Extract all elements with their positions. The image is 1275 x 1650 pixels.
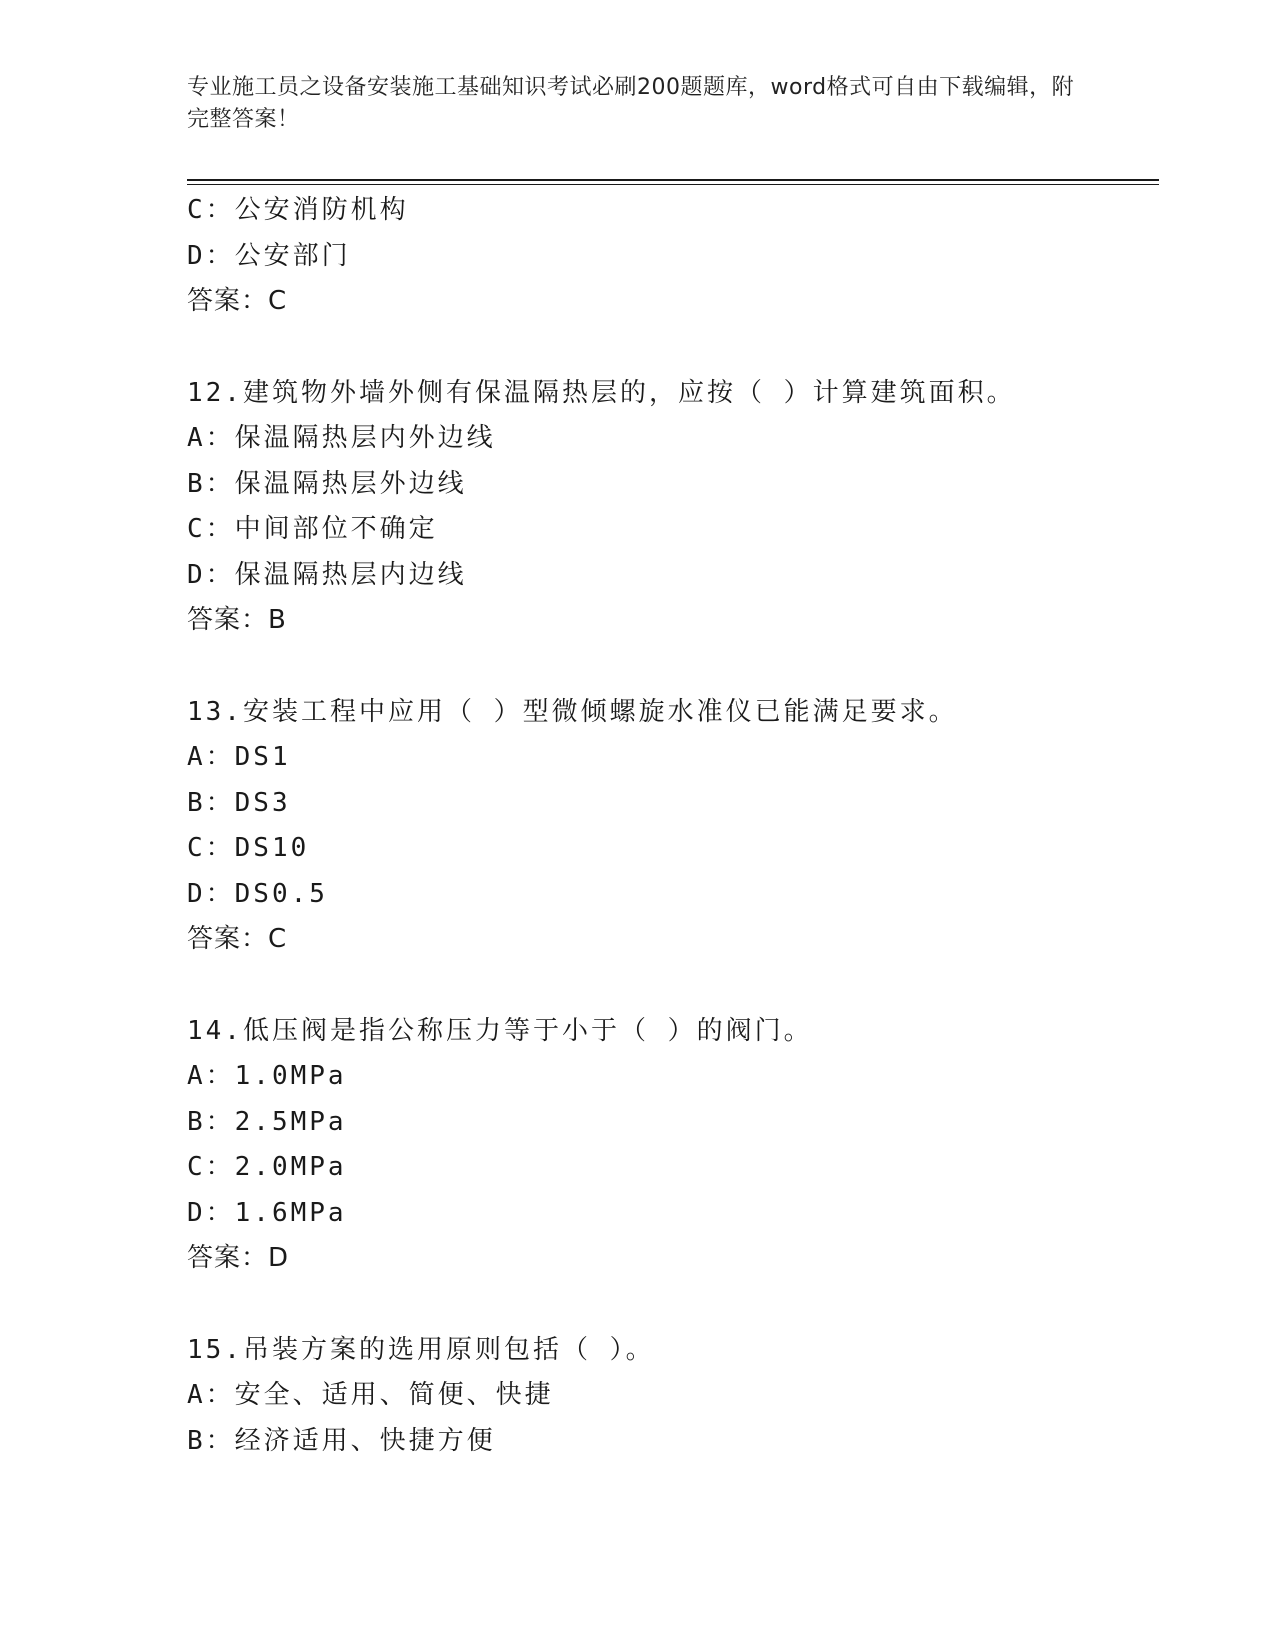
- question-block-14: [187, 1009, 1159, 1282]
- option-d: D：1.6MPa: [187, 1197, 347, 1228]
- question-list: [187, 188, 1159, 1464]
- header-divider-thin: [187, 184, 1159, 185]
- option-b: B：保温隔热层外边线: [187, 468, 467, 499]
- option-a: A：安全、适用、简便、快捷: [187, 1380, 554, 1410]
- option-b: B：经济适用、快捷方便: [187, 1425, 496, 1456]
- option-b: B：DS3: [187, 787, 291, 818]
- option-d: D：公安部门: [187, 240, 351, 271]
- option-c: C：2.0MPa: [187, 1152, 347, 1182]
- question-text: 15.吊装方案的选用原则包括（ ）。: [187, 1334, 655, 1365]
- option-a: A：DS1: [187, 742, 291, 772]
- option-d: D：DS0.5: [187, 878, 328, 909]
- question-block-11-tail: [187, 188, 1159, 325]
- question-text: 13.安装工程中应用（ ）型微倾螺旋水准仪已能满足要求。: [187, 696, 958, 727]
- question-text: 12.建筑物外墙外侧有保温隔热层的，应按（ ）计算建筑面积。: [187, 377, 1016, 408]
- question-text: 14.低压阀是指公称压力等于小于（ ）的阀门。: [187, 1015, 813, 1046]
- answer-line: 答案：C: [187, 924, 288, 954]
- option-b: B：2.5MPa: [187, 1106, 347, 1137]
- question-block-13: [187, 690, 1159, 963]
- document-header: 专业施工员之设备安装施工基础知识考试必刷200题题库，word格式可自由下载编辑，附完整答案！: [187, 75, 1075, 132]
- option-a: A：保温隔热层内外边线: [187, 423, 496, 453]
- answer-line: 答案：D: [187, 1243, 290, 1273]
- option-c: C：DS10: [187, 833, 310, 863]
- option-a: A：1.0MPa: [187, 1061, 347, 1091]
- answer-line: 答案：B: [187, 605, 287, 635]
- option-c: C：中间部位不确定: [187, 514, 438, 544]
- header-divider-thick: [187, 179, 1159, 181]
- option-d: D：保温隔热层内边线: [187, 559, 467, 590]
- question-block-12: [187, 371, 1159, 644]
- question-block-15: [187, 1328, 1159, 1465]
- answer-line: 答案：C: [187, 286, 288, 316]
- option-c: C：公安消防机构: [187, 195, 409, 225]
